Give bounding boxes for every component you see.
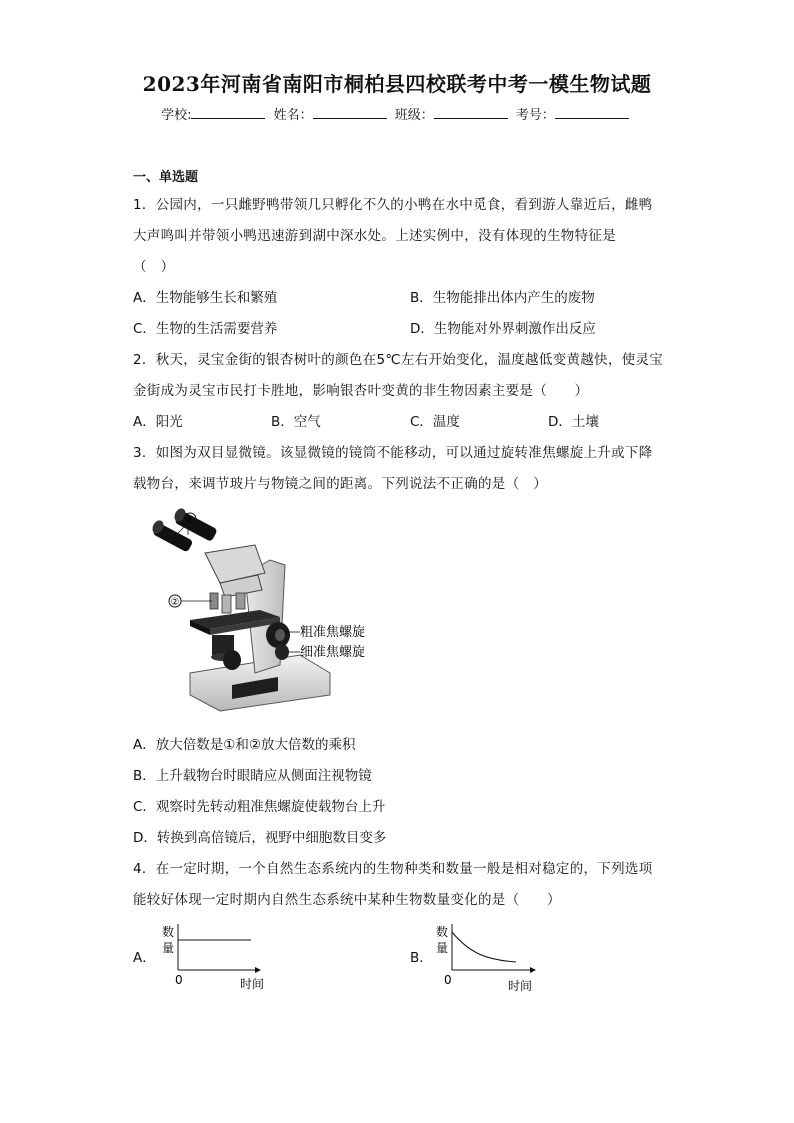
q1-line-1: 1．公园内，一只雌野鸭带领几只孵化不久的小鸭在水中觅食，看到游人靠近后，雌鸭 bbox=[133, 197, 653, 213]
q3-option-c[interactable]: C．观察时先转动粗准焦螺旋使载物台上升 bbox=[133, 799, 386, 815]
fine-focus-label: 细准焦螺旋 bbox=[300, 645, 366, 660]
graph-a-xlabel: 时间 bbox=[240, 977, 265, 991]
q4-line-1: 4．在一定时期，一个自然生态系统内的生物种类和数量一般是相对稳定的，下列选项 bbox=[133, 861, 653, 877]
q2-line-2: 金街成为灵宝市民打卡胜地，影响银杏叶变黄的非生物因素主要是（ ） bbox=[133, 383, 589, 399]
q3-line-1: 3．如图为双目显微镜。该显微镜的镜筒不能移动，可以通过旋转准焦螺旋上升或下降 bbox=[133, 445, 653, 461]
coarse-focus-label: 粗准焦螺旋 bbox=[300, 625, 366, 640]
figure-label-objective: ② bbox=[170, 597, 180, 608]
q1-option-d[interactable]: D．生物能对外界刺激作出反应 bbox=[410, 321, 596, 337]
q4-option-a-graph[interactable] bbox=[155, 918, 270, 993]
figure-label-eyepiece: ① bbox=[185, 515, 195, 526]
graph-a-ylabel-1: 数 bbox=[162, 925, 175, 939]
q4-option-a-letter[interactable]: A． bbox=[133, 950, 156, 966]
class-blank[interactable] bbox=[434, 106, 508, 119]
graph-b-ylabel-2: 量 bbox=[436, 941, 449, 955]
graph-b-ylabel-1: 数 bbox=[436, 925, 449, 939]
q4-line-2: 能较好体现一定时期内自然生态系统中某种生物数量变化的是（ ） bbox=[133, 892, 561, 908]
q4-option-b-letter[interactable]: B． bbox=[410, 950, 433, 966]
q1-option-c[interactable]: C．生物的生活需要营养 bbox=[133, 321, 278, 337]
q3-line-2: 载物台，来调节玻片与物镜之间的距离。下列说法不正确的是（ ） bbox=[133, 476, 547, 492]
graph-a-origin: 0 bbox=[175, 973, 183, 987]
q3-option-d[interactable]: D．转换到高倍镜后，视野中细胞数目变多 bbox=[133, 830, 387, 846]
q2-option-c[interactable]: C．温度 bbox=[410, 414, 460, 430]
graph-b-xlabel: 时间 bbox=[508, 979, 533, 993]
q1-option-a[interactable]: A．生物能够生长和繁殖 bbox=[133, 290, 278, 306]
class-label: 班级： bbox=[394, 108, 434, 123]
exam-number-label: 考号： bbox=[515, 108, 555, 123]
student-info-row bbox=[0, 104, 794, 123]
q1-line-3: （ ） bbox=[133, 259, 175, 275]
page-title: 2023年河南省南阳市桐柏县四校联考中考一模生物试题 bbox=[142, 72, 652, 96]
q4-option-b-graph[interactable] bbox=[430, 918, 545, 996]
graph-a-ylabel-2: 量 bbox=[162, 941, 175, 955]
exam-number-blank[interactable] bbox=[555, 106, 629, 119]
school-label: 学校: bbox=[161, 108, 192, 123]
q2-option-a[interactable]: A．阳光 bbox=[133, 414, 183, 430]
q3-option-b[interactable]: B．上升载物台时眼睛应从侧面注视物镜 bbox=[133, 768, 372, 784]
name-label: 姓名： bbox=[273, 108, 313, 123]
q2-line-1: 2．秋天，灵宝金街的银杏树叶的颜色在5℃左右开始变化，温度越低变黄越快，使灵宝 bbox=[133, 352, 664, 368]
name-blank[interactable] bbox=[313, 106, 387, 119]
graph-b-origin: 0 bbox=[444, 973, 452, 987]
q3-option-a[interactable]: A．放大倍数是①和②放大倍数的乘积 bbox=[133, 737, 356, 753]
q2-option-d[interactable]: D．土壤 bbox=[548, 414, 599, 430]
q1-option-b[interactable]: B．生物能排出体内产生的废物 bbox=[410, 290, 595, 306]
school-blank[interactable] bbox=[191, 106, 265, 119]
microscope-figure bbox=[150, 505, 390, 717]
q1-line-2: 大声鸣叫并带领小鸭迅速游到湖中深水处。上述实例中，没有体现的生物特征是 bbox=[133, 228, 616, 244]
section-heading: 一、单选题 bbox=[133, 170, 199, 185]
q2-option-b[interactable]: B．空气 bbox=[271, 414, 321, 430]
